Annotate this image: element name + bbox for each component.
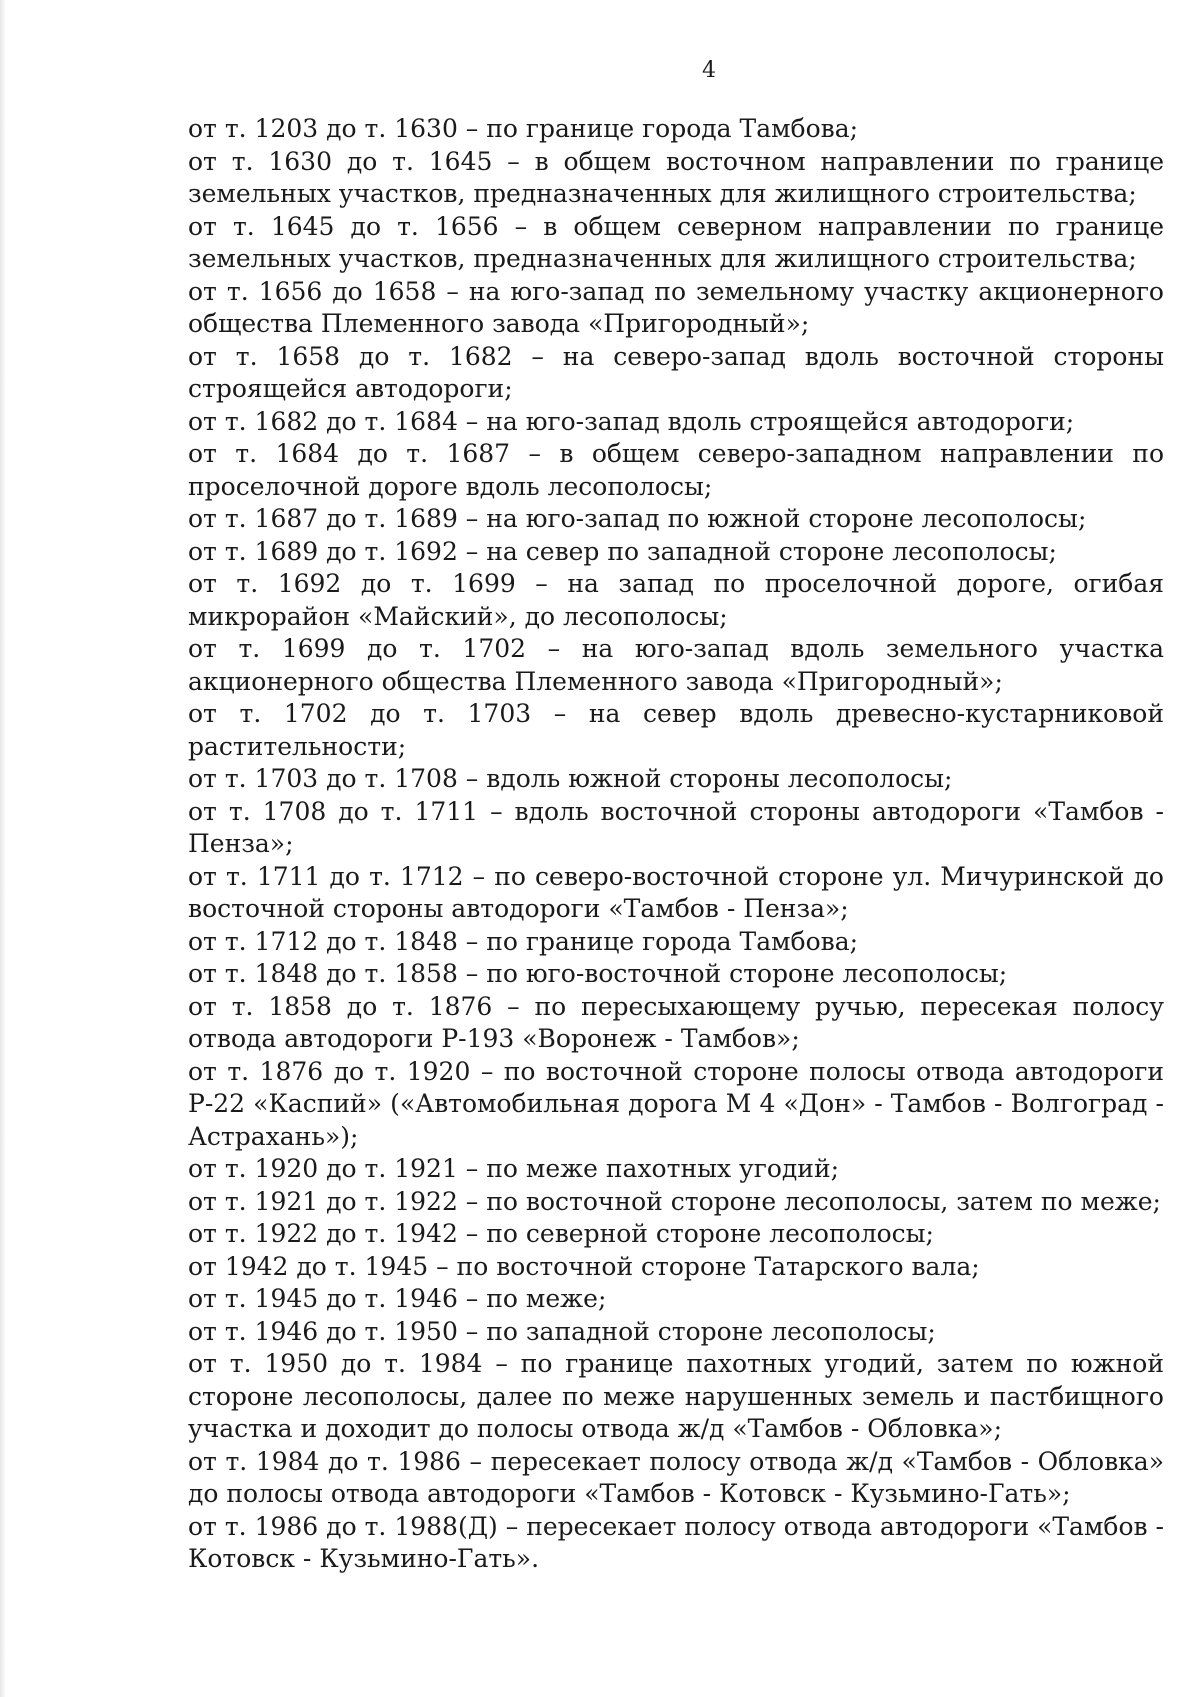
boundary-paragraph: от т. 1922 до т. 1942 – по северной стороне лесополосы; [188,1219,934,1248]
boundary-paragraph: от т. 1921 до т. 1922 – по восточной стороне лесополосы, затем по меже; [188,1186,1161,1216]
boundary-paragraph: от т. 1658 до т. 1682 – на северо-запад вдоль восточной стороны строящейся автодороги; [188,341,1164,403]
boundary-paragraph: от т. 1876 до т. 1920 – по восточной стороне полосы отвода автодороги Р-22 «Каспий» («Автомобильная дорога М 4 «Дон» - Тамбов - Волгоград - Астрахань»); [188,1056,1164,1151]
boundary-paragraph: от т. 1920 до т. 1921 – по меже пахотных угодий; [188,1154,840,1183]
boundary-paragraph: от т. 1656 до 1658 – на юго-запад по земельному участку акционерного общества Племенного завода «Пригородный»; [188,276,1164,338]
boundary-paragraph: от т. 1950 до т. 1984 – по границе пахотных угодий, затем по южной стороне лесополосы, далее по меже нарушенных земель и пастбищного участка и доходит до полосы отвода ж/д «Тамбов - Обловка»; [188,1349,1164,1443]
boundary-paragraph: от т. 1712 до т. 1848 – по границе города Тамбова; [188,926,859,956]
boundary-paragraph: от т. 1699 до т. 1702 – на юго-запад вдоль земельного участка акционерного общества Племенного завода «Пригородный»; [188,634,1164,696]
boundary-paragraph: от т. 1986 до т. 1988(Д) – пересекает полосу отвода автодороги «Тамбов - Котовск - Кузьмино-Гать». [188,1511,1164,1573]
boundary-paragraph: от т. 1984 до т. 1986 – пересекает полосу отвода ж/д «Тамбов - Обловка» до полосы отвода автодороги «Тамбов - Котовск - Кузьмино-Гать»; [188,1446,1164,1508]
boundary-paragraph: от т. 1682 до т. 1684 – на юго-запад вдоль строящейся автодороги; [188,406,1075,436]
boundary-paragraph: от т. 1702 до т. 1703 – на север вдоль древесно-кустарниковой растительности; [188,699,1164,761]
boundary-paragraph: от 1942 до т. 1945 – по восточной стороне Татарского вала; [188,1251,980,1281]
boundary-paragraph: от т. 1945 до т. 1946 – по меже; [188,1284,607,1313]
boundary-description [188,113,1164,1576]
boundary-paragraph: от т. 1946 до т. 1950 – по западной стороне лесополосы; [188,1316,936,1346]
boundary-paragraph: от т. 1708 до т. 1711 – вдоль восточной стороны автодороги «Тамбов - Пенза»; [188,796,1164,858]
boundary-paragraph: от т. 1687 до т. 1689 – на юго-запад по южной стороне лесополосы; [188,504,1087,533]
boundary-paragraph: от т. 1858 до т. 1876 – по пересыхающему ручью, пересекая полосу отвода автодороги Р-193 «Воронеж - Тамбов»; [188,991,1164,1053]
boundary-paragraph: от т. 1630 до т. 1645 – в общем восточном направлении по границе земельных участков, предназначенных для жилищного строительства; [188,146,1164,208]
boundary-paragraph: от т. 1711 до т. 1712 – по северо-восточной стороне ул. Мичуринской до восточной стороны автодороги «Тамбов - Пенза»; [188,861,1164,923]
scan-edge-shadow [0,0,6,1697]
boundary-paragraph: от т. 1689 до т. 1692 – на север по западной стороне лесополосы; [188,536,1057,566]
boundary-paragraph: от т. 1684 до т. 1687 – в общем северо-западном направлении по проселочной дороге вдоль лесополосы; [188,439,1164,501]
boundary-paragraph: от т. 1692 до т. 1699 – на запад по проселочной дороге, огибая микрорайон «Майский», до лесополосы; [188,569,1164,631]
boundary-paragraph: от т. 1848 до т. 1858 – по юго-восточной стороне лесополосы; [188,959,1008,988]
page-number: 4 [702,58,716,83]
boundary-paragraph: от т. 1203 до т. 1630 – по границе города Тамбова; [188,114,859,143]
boundary-paragraph: от т. 1645 до т. 1656 – в общем северном направлении по границе земельных участков, предназначенных для жилищного строительства; [188,211,1164,273]
boundary-paragraph: от т. 1703 до т. 1708 – вдоль южной стороны лесополосы; [188,764,953,793]
